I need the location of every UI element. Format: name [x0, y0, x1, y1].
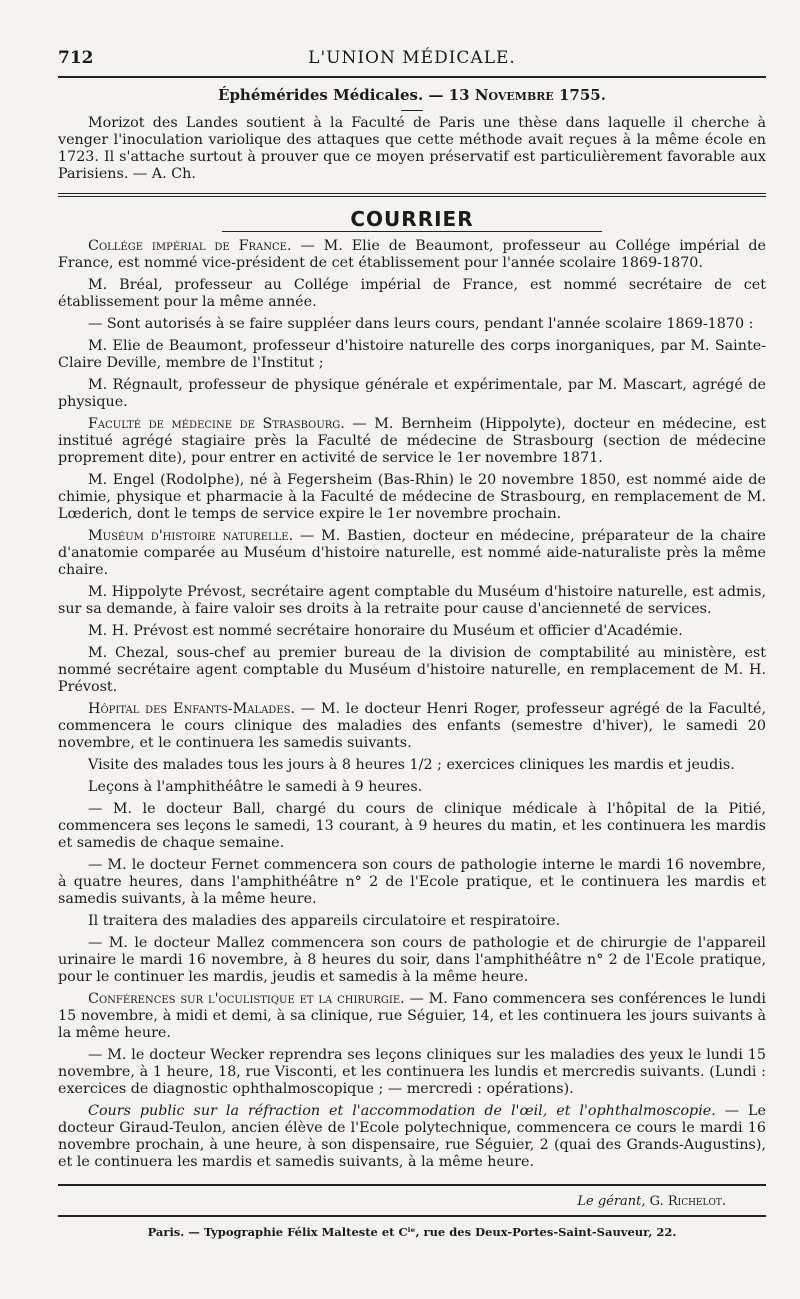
- paragraph: [58, 277, 766, 311]
- paragraph: [58, 857, 766, 908]
- paragraph: [58, 338, 766, 372]
- divider: [401, 110, 423, 111]
- ephemerides-date: — 13 Novembre 1755.: [428, 86, 606, 104]
- ephemerides-heading: [58, 86, 766, 104]
- paragraph: [58, 935, 766, 986]
- paragraph: [58, 913, 766, 930]
- journal-title: L'UNION MÉDICALE.: [308, 48, 516, 68]
- paragraph-lead: Collége impérial de France.: [88, 238, 292, 254]
- signature-name: G. Richelot.: [649, 1194, 726, 1209]
- paragraph: [58, 472, 766, 523]
- paragraph: [58, 377, 766, 411]
- printer-imprint: Paris. — Typographie Félix Malteste et Cⁱᵉ, rue des Deux-Portes-Saint-Sauveur, 22.: [147, 1225, 677, 1239]
- paragraph: [58, 623, 766, 640]
- paragraph: [58, 779, 766, 796]
- paragraph-text: — M. le docteur Ball, chargé du cours de clinique médicale à l'hôpital de la Pitié, commencera ses leçons le samedi, 13 courant, à 9 heures du matin, et les continuera les mardis et samedis de chaque semaine.: [58, 801, 766, 851]
- paragraph-lead: Muséum d'histoire naturelle.: [88, 528, 294, 544]
- paragraph-text: Visite des malades tous les jours à 8 heures 1/2 ; exercices cliniques les mardis et jeudis.: [88, 757, 735, 773]
- paragraph-text: Il traitera des maladies des appareils circulatoire et respiratoire.: [88, 913, 561, 929]
- paragraph-text: M. H. Prévost est nommé secrétaire honoraire du Muséum et officier d'Académie.: [88, 623, 683, 639]
- document-page: [58, 48, 766, 1239]
- paragraph: [58, 701, 766, 752]
- paragraph-text: — M. le docteur Mallez commencera son cours de pathologie et de chirurgie de l'appareil urinaire le mardi 16 novembre, à 8 heures du soir, dans l'amphithéâtre n° 2 de l'Ecole pratique, pour le continuer les mardis, jeudis et samedis à la même heure.: [58, 935, 766, 985]
- paragraph-text: — M. le docteur Henri Roger, professeur agrégé de la Faculté, commencera le cours clinique des maladies des enfants (semestre d'hiver), le samedi 20 novembre, et le continuera les samedis suivants.: [58, 701, 766, 751]
- paragraph-text: M. Régnault, professeur de physique générale et expérimentale, par M. Mascart, agrégé de physique.: [58, 377, 766, 410]
- paragraph-text: M. Bréal, professeur au Collége impérial de France, est nommé secrétaire de cet établissement pour la même année.: [58, 277, 766, 310]
- page-number: 712: [58, 48, 94, 68]
- ephemerides-text: Morizot des Landes soutient à la Faculté de Paris une thèse dans laquelle il cherche à venger l'inoculation variolique des attaques que cette méthode avait reçues à la même école en 1723. Il s'attache surtout à prouver que ce moyen préservatif est particulièrement favorable aux Parisiens. — A. Ch.: [58, 115, 766, 182]
- paragraph: [58, 316, 766, 333]
- paragraph: [58, 991, 766, 1042]
- paragraph: [58, 1047, 766, 1098]
- paragraph-text: — Le docteur Giraud-Teulon, ancien élève de l'Ecole polytechnique, commencera ce cours le mardi 16 novembre prochain, à une heure, à son dispensaire, rue Séguier, 2 (quai des Grands-Augustins), et le continuera les mardis et samedis suivants, à la même heure.: [58, 1103, 766, 1170]
- paragraph-text: — M. le docteur Fernet commencera son cours de pathologie interne le mardi 16 novembre, à quatre heures, dans l'amphithéâtre n° 2 de l'Ecole pratique, et le continuera les mardis et samedis suivants, à la même heure.: [58, 857, 766, 907]
- signature-label: Le gérant,: [577, 1194, 646, 1209]
- paragraph-text: — M. le docteur Wecker reprendra ses leçons cliniques sur les maladies des yeux le lundi 15 novembre, à 1 heure, 18, rue Visconti, et les continuera les lundis et mercredis suivants. (Lundi : exercices de diagnostic ophthalmoscopique ; — mercredi : opérations).: [58, 1047, 766, 1097]
- paragraph-lead: Hôpital des Enfants-Malades.: [88, 701, 296, 717]
- paragraph-text: Leçons à l'amphithéâtre le samedi à 9 heures.: [88, 779, 423, 795]
- paragraph-text: — M. Bernheim (Hippolyte), docteur en médecine, est institué agrégé stagiaire près la Faculté de médecine de Strasbourg (section de médecine proprement dite), pour entrer en activité de service le 1er novembre 1871.: [58, 416, 766, 466]
- paragraph-text: M. Chezal, sous-chef au premier bureau de la division de comptabilité au ministère, est nommé secrétaire agent comptable du Muséum d'histoire naturelle, en remplacement de M. H. Prévost.: [58, 645, 766, 695]
- paragraph-lead: Faculté de médecine de Strasbourg.: [88, 416, 345, 432]
- paragraph-text: M. Engel (Rodolphe), né à Fegersheim (Bas-Rhin) le 20 novembre 1850, est nommé aide de chimie, physique et pharmacie à la Faculté de médecine de Strasbourg, en remplacement de M. Lœderich, dont le temps de service expire le 1er novembre prochain.: [58, 472, 766, 522]
- signature: [58, 1194, 766, 1209]
- paragraph: [58, 416, 766, 467]
- paragraph: [58, 801, 766, 852]
- section-title: COURRIER: [350, 207, 474, 231]
- paragraph-italic-lead: Cours public sur la réfraction et l'accommodation de l'œil, et l'ophthalmoscopie.: [88, 1103, 716, 1119]
- paragraph-text: — M. Elie de Beaumont, professeur au Collége impérial de France, est nommé vice-président de cet établissement pour l'année scolaire 1869-1870.: [58, 238, 766, 271]
- paragraph: [58, 1103, 766, 1171]
- ephemerides-title: Éphémérides Médicales.: [218, 86, 424, 104]
- printer-rule: [58, 1215, 766, 1217]
- paragraph: [58, 584, 766, 618]
- paragraph-text: — Sont autorisés à se faire suppléer dans leurs cours, pendant l'année scolaire 1869-1870 :: [88, 316, 754, 332]
- page-header: [58, 48, 766, 76]
- header-rule: [58, 76, 766, 78]
- paragraph-text: M. Hippolyte Prévost, secrétaire agent comptable du Muséum d'histoire naturelle, est admis, sur sa demande, à faire valoir ses droits à la retraite pour cause d'ancienneté de services.: [58, 584, 766, 617]
- paragraph: [58, 528, 766, 579]
- paragraph: [58, 757, 766, 774]
- paragraph-lead: Conférences sur l'oculistique et la chirurgie.: [88, 991, 405, 1007]
- paragraph: [58, 238, 766, 272]
- paragraph: [58, 645, 766, 696]
- paragraph-text: M. Elie de Beaumont, professeur d'histoire naturelle des corps inorganiques, par M. Sainte-Claire Deville, membre de l'Institut ;: [58, 338, 766, 371]
- section-rule: [58, 193, 766, 197]
- paragraph-text: — M. Bastien, docteur en médecine, préparateur de la chaire d'anatomie comparée au Muséum d'histoire naturelle, est nommé aide-naturaliste près la même chaire.: [58, 528, 766, 578]
- paragraph-text: — M. Fano commencera ses conférences le lundi 15 novembre, à midi et demi, à sa clinique, rue Séguier, 14, et les continuera les jours suivants à la même heure.: [58, 991, 767, 1041]
- footer-rule: [58, 1184, 766, 1186]
- article-body: [58, 238, 766, 1176]
